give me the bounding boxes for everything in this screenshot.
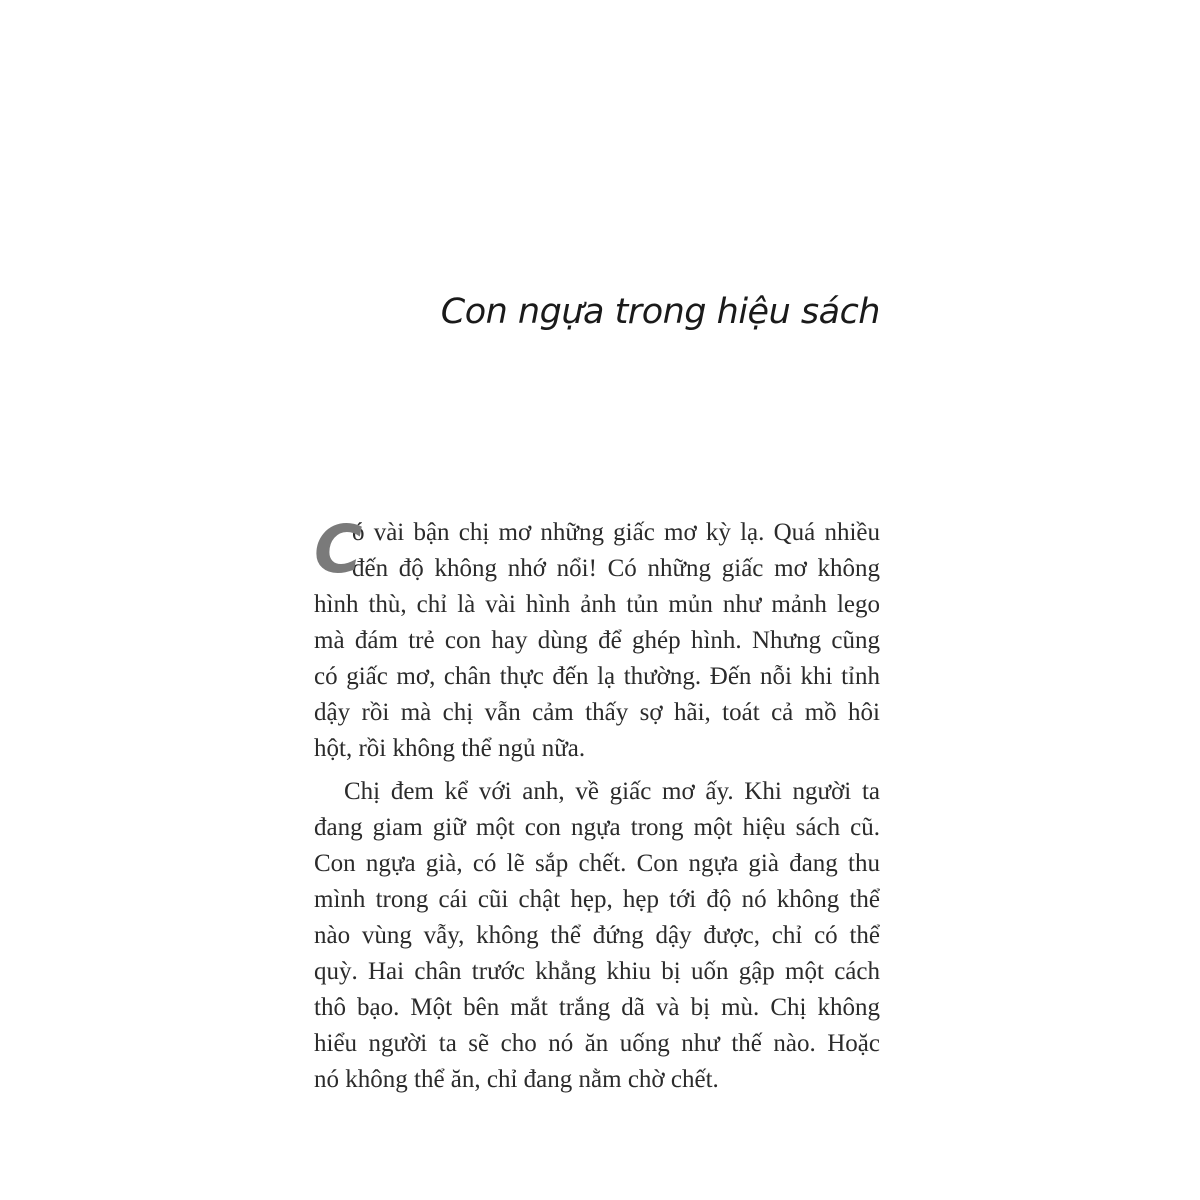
text-line: mà đám trẻ con hay dùng để ghép hình. Nhưng cũng bbox=[314, 627, 880, 654]
paragraph-2 bbox=[314, 774, 880, 1098]
text-line: nào vùng vẫy, không thể đứng dậy được, chỉ có thể bbox=[314, 922, 880, 949]
text-line: hiểu người ta sẽ cho nó ăn uống như thế nào. Hoặc bbox=[314, 1030, 880, 1057]
text-line: nó không thể ăn, chỉ đang nằm chờ chết. bbox=[314, 1066, 719, 1093]
text-line: hột, rồi không thể ngủ nữa. bbox=[314, 735, 586, 762]
text-line: đang giam giữ một con ngựa trong một hiệu sách cũ. bbox=[314, 814, 880, 841]
text-line: ó vài bận chị mơ những giấc mơ kỳ lạ. Quá nhiều bbox=[352, 519, 880, 546]
chapter-title: Con ngựa trong hiệu sách bbox=[440, 292, 880, 332]
text-line: dậy rồi mà chị vẫn cảm thấy sợ hãi, toát cả mồ hôi bbox=[314, 699, 880, 726]
text-line: có giấc mơ, chân thực đến lạ thường. Đến nỗi khi tỉnh bbox=[314, 663, 880, 690]
drop-cap: C bbox=[314, 511, 363, 588]
paragraph-spacer bbox=[314, 767, 880, 774]
text-line: Chị đem kể với anh, về giấc mơ ấy. Khi người ta bbox=[344, 778, 880, 805]
text-line: thô bạo. Một bên mắt trắng dã và bị mù. Chị không bbox=[314, 994, 880, 1021]
text-line: mình trong cái cũi chật hẹp, hẹp tới độ nó không thể bbox=[314, 886, 880, 913]
text-line: quỳ. Hai chân trước khẳng khiu bị uốn gập một cách bbox=[314, 958, 880, 985]
paragraph-1 bbox=[314, 511, 880, 767]
text-line: Con ngựa già, có lẽ sắp chết. Con ngựa già đang thu bbox=[314, 850, 880, 877]
text-line: đến độ không nhớ nổi! Có những giấc mơ không bbox=[352, 555, 880, 582]
body-text bbox=[314, 511, 880, 1098]
text-line: hình thù, chỉ là vài hình ảnh tủn mủn như mảnh lego bbox=[314, 591, 880, 618]
